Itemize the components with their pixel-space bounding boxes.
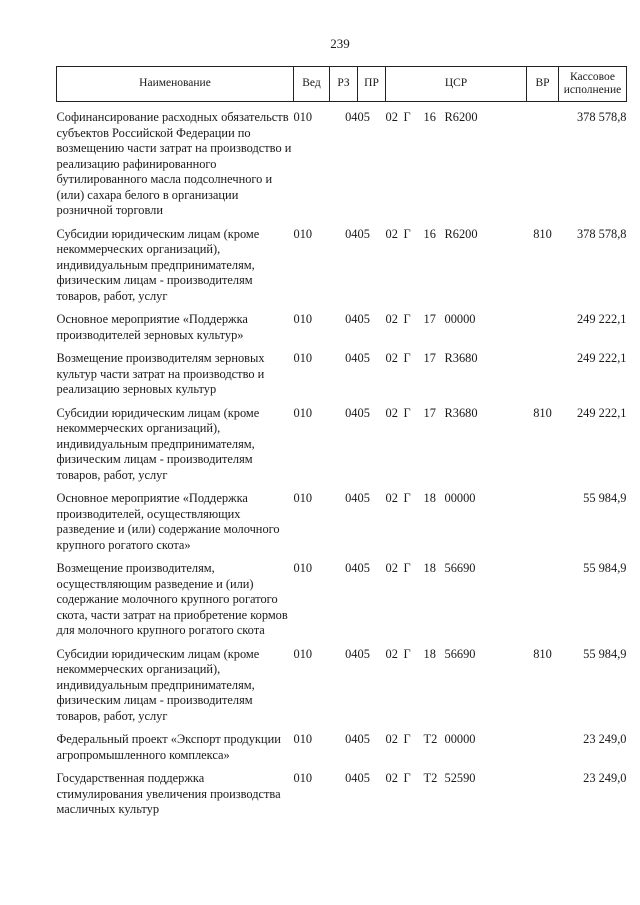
row-csr-subprogram: Г (403, 110, 411, 124)
row-csr-subprogram: Г (403, 561, 411, 575)
row-amount: 249 222,1 (576, 351, 627, 365)
row-ved: 010 (293, 110, 313, 124)
row-amount: 249 222,1 (576, 405, 627, 420)
row-csr (386, 351, 527, 398)
row-vr: 810 (533, 646, 552, 661)
row-vr: 810 (533, 226, 552, 241)
row-amount: 378 578,8 (576, 110, 627, 124)
row-csr-direction: 56690 (444, 646, 476, 661)
row-rz: 04 (345, 732, 358, 746)
row-csr (386, 647, 527, 725)
row-spacer (57, 304, 627, 312)
row-vr (527, 561, 559, 639)
row-csr-direction: R3680 (444, 351, 478, 365)
row-spacer (57, 639, 627, 647)
row-csr-event: 18 (423, 561, 436, 575)
row-csr-subprogram: Г (403, 491, 411, 505)
row-name: Государственная поддержка стимулирования увеличения производства масличных культур (56, 771, 281, 816)
table-row (57, 491, 627, 553)
header-rz: РЗ (330, 67, 358, 102)
row-csr-program: 02 (385, 226, 398, 241)
row-rz: 04 (345, 351, 358, 365)
row-name: Возмещение производителям, осуществляющим разведение и (или) содержание молочного крупного рогатого скота, части затрат на приобретение кормов для молочного крупного рогатого скота (56, 561, 288, 637)
row-amount: 23 249,0 (583, 771, 627, 785)
row-csr-event: 17 (423, 405, 436, 420)
row-ved: 010 (293, 771, 313, 785)
row-name: Софинансирование расходных обязательств субъектов Российской Федерации по возмещению части затрат на производство и реализацию рафинированного бутилированного масла подсолнечного и (или) сахара белого в организации розничной торговли (56, 110, 292, 217)
table-row (57, 227, 627, 305)
row-vr: 810 (533, 405, 552, 420)
row-amount: 378 578,8 (576, 226, 627, 241)
row-ved: 010 (293, 646, 313, 661)
row-pr: 05 (357, 491, 370, 505)
row-name: Субсидии юридическим лицам (кроме некоммерческих организаций), индивидуальным предпринимателям, физическим лицам - производителям товаров, работ, услуг (56, 405, 260, 482)
row-name: Основное мероприятие «Поддержка производителей, осуществляющих разведение и (или) содержание молочного крупного рогатого скота» (56, 491, 280, 552)
row-vr (527, 491, 559, 553)
row-csr-event: 17 (423, 312, 436, 326)
row-csr-event: 16 (423, 226, 436, 241)
table-body (57, 102, 627, 818)
row-csr (386, 771, 527, 818)
row-csr-direction: 52590 (444, 771, 476, 785)
row-vr (527, 732, 559, 763)
row-csr-program: 02 (385, 771, 398, 785)
row-csr (386, 732, 527, 763)
row-csr (386, 110, 527, 219)
row-rz: 04 (345, 771, 358, 785)
row-csr-program: 02 (385, 561, 398, 575)
row-csr-program: 02 (385, 491, 398, 505)
row-csr-event: 16 (423, 110, 436, 124)
row-pr: 05 (357, 110, 370, 124)
header-csr: ЦСР (386, 67, 527, 102)
row-rz: 04 (345, 561, 358, 575)
header-amount: Кассовое исполнение (559, 67, 627, 102)
row-vr (527, 110, 559, 219)
row-csr (386, 227, 527, 305)
row-csr-direction: 00000 (444, 732, 476, 746)
row-csr-subprogram: Г (403, 351, 411, 365)
row-csr-program: 02 (385, 405, 398, 420)
row-csr-event: 17 (423, 351, 436, 365)
row-pr: 05 (357, 732, 370, 746)
row-csr-event: 18 (423, 491, 436, 505)
row-csr-event: T2 (423, 771, 438, 785)
row-csr-program: 02 (385, 312, 398, 326)
row-csr-subprogram: Г (403, 226, 411, 241)
row-rz: 04 (345, 646, 358, 661)
row-csr-program: 02 (385, 110, 398, 124)
row-csr-subprogram: Г (403, 646, 411, 661)
row-csr-subprogram: Г (403, 732, 411, 746)
row-name: Субсидии юридическим лицам (кроме некоммерческих организаций), индивидуальным предпринимателям, физическим лицам - производителям товаров, работ, услуг (56, 226, 260, 303)
row-pr: 05 (357, 561, 370, 575)
row-csr-program: 02 (385, 646, 398, 661)
row-ved: 010 (293, 491, 313, 505)
table-row (57, 312, 627, 343)
table-row (57, 647, 627, 725)
row-csr (386, 491, 527, 553)
row-name: Основное мероприятие «Поддержка производителей зерновых культур» (56, 312, 248, 342)
row-amount: 55 984,9 (583, 561, 627, 575)
row-csr (386, 406, 527, 484)
row-amount: 55 984,9 (583, 646, 627, 661)
row-csr-subprogram: Г (403, 771, 411, 785)
row-csr (386, 561, 527, 639)
row-csr-subprogram: Г (403, 312, 411, 326)
page-number: 239 (330, 36, 350, 51)
row-pr: 05 (357, 405, 370, 420)
row-amount: 55 984,9 (583, 491, 627, 505)
row-name: Субсидии юридическим лицам (кроме некоммерческих организаций), индивидуальным предпринимателям, физическим лицам - производителям товаров, работ, услуг (56, 646, 260, 723)
row-amount: 23 249,0 (583, 732, 627, 746)
row-rz: 04 (345, 110, 358, 124)
row-ved: 010 (293, 561, 313, 575)
row-pr: 05 (357, 312, 370, 326)
row-pr: 05 (357, 646, 370, 661)
row-csr-direction: R6200 (444, 226, 478, 241)
row-amount: 249 222,1 (576, 312, 627, 326)
row-name: Федеральный проект «Экспорт продукции агропромышленного комплекса» (56, 732, 281, 762)
row-rz: 04 (345, 226, 358, 241)
row-csr (386, 312, 527, 343)
row-csr-direction: 00000 (444, 491, 476, 505)
table-row (57, 406, 627, 484)
table-row (57, 561, 627, 639)
row-csr-program: 02 (385, 732, 398, 746)
row-ved: 010 (293, 226, 313, 241)
row-vr (527, 771, 559, 818)
header-vr: ВР (527, 67, 559, 102)
row-spacer (57, 763, 627, 771)
row-spacer (57, 724, 627, 732)
row-name: Возмещение производителям зерновых культур части затрат на производство и реализацию зерновых культур (56, 351, 265, 396)
row-spacer (57, 553, 627, 561)
row-ved: 010 (293, 351, 313, 365)
table-row (57, 732, 627, 763)
row-vr (527, 312, 559, 343)
row-spacer (57, 343, 627, 351)
row-spacer (57, 483, 627, 491)
row-pr: 05 (357, 771, 370, 785)
row-csr-event: 18 (423, 646, 436, 661)
table-row (57, 110, 627, 219)
row-ved: 010 (293, 732, 313, 746)
row-ved: 010 (293, 405, 313, 420)
header-ved: Вед (294, 67, 330, 102)
row-vr (527, 351, 559, 398)
table-row (57, 351, 627, 398)
budget-table (56, 66, 627, 818)
table-row (57, 771, 627, 818)
row-csr-direction: 56690 (444, 561, 476, 575)
row-csr-direction: R3680 (444, 405, 478, 420)
row-rz: 04 (345, 312, 358, 326)
row-spacer (57, 219, 627, 227)
row-rz: 04 (345, 405, 358, 420)
row-pr: 05 (357, 226, 370, 241)
header-name: Наименование (57, 67, 294, 102)
table-header (57, 67, 627, 102)
row-csr-event: T2 (423, 732, 438, 746)
row-csr-direction: R6200 (444, 110, 478, 124)
row-rz: 04 (345, 491, 358, 505)
row-csr-direction: 00000 (444, 312, 476, 326)
row-ved: 010 (293, 312, 313, 326)
row-csr-program: 02 (385, 351, 398, 365)
row-spacer (57, 398, 627, 406)
row-csr-subprogram: Г (403, 405, 411, 420)
row-pr: 05 (357, 351, 370, 365)
header-pr: ПР (358, 67, 386, 102)
